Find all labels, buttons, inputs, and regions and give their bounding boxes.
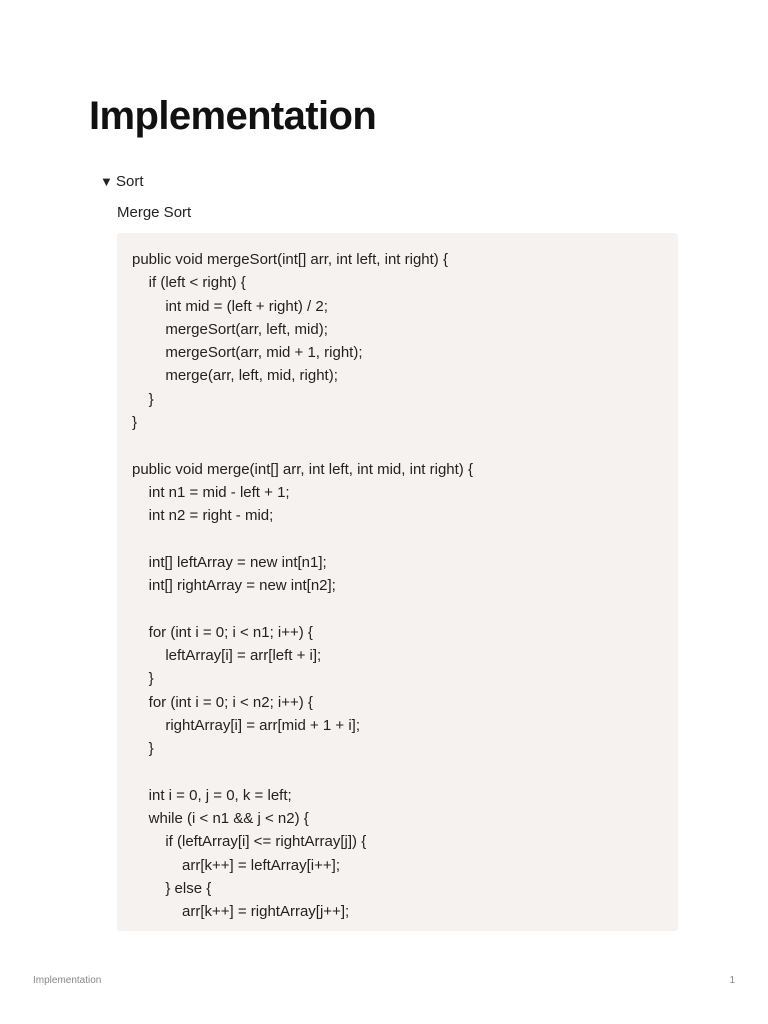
code-line: if (left < right) { bbox=[132, 274, 246, 292]
code-line: public void mergeSort(int[] arr, int left, int right) { bbox=[132, 251, 448, 268]
code-line: } bbox=[132, 390, 154, 408]
code-line bbox=[132, 528, 678, 551]
code-line: int mid = (left + right) / 2; bbox=[132, 297, 328, 315]
code-line: merge(arr, left, mid, right); bbox=[132, 367, 338, 385]
footer-doc-title: Implementation bbox=[33, 975, 102, 986]
toggle-label: Sort bbox=[116, 173, 144, 190]
footer-page-number: 1 bbox=[729, 975, 735, 986]
code-line: mergeSort(arr, left, mid); bbox=[132, 320, 328, 338]
code-line bbox=[132, 597, 678, 620]
code-line: } bbox=[132, 670, 154, 688]
triangle-down-icon[interactable]: ▼ bbox=[100, 174, 113, 189]
code-line: leftArray[i] = arr[left + i]; bbox=[132, 647, 322, 665]
code-line: } else { bbox=[132, 880, 212, 898]
code-line: mergeSort(arr, mid + 1, right); bbox=[132, 344, 363, 362]
code-line: int[] leftArray = new int[n1]; bbox=[132, 553, 327, 571]
code-line: while (i < n1 && j < n2) { bbox=[132, 810, 309, 828]
code-line: } bbox=[132, 740, 154, 758]
code-line: int n1 = mid - left + 1; bbox=[132, 483, 290, 501]
code-line: if (leftArray[i] <= rightArray[j]) { bbox=[132, 833, 367, 851]
code-line: } bbox=[132, 414, 138, 432]
code-line: int i = 0, j = 0, k = left; bbox=[132, 786, 292, 804]
code-block bbox=[117, 233, 678, 931]
code-line: arr[k++] = rightArray[j++]; bbox=[132, 903, 350, 921]
code-line: int[] rightArray = new int[n2]; bbox=[132, 577, 336, 595]
code-line: int n2 = right - mid; bbox=[132, 507, 274, 525]
code-line bbox=[132, 434, 678, 457]
code-line: arr[k++] = leftArray[i++]; bbox=[132, 856, 340, 874]
section-title: Merge Sort bbox=[117, 204, 192, 221]
code-line: for (int i = 0; i < n1; i++) { bbox=[132, 623, 313, 641]
page-title: Implementation bbox=[89, 94, 377, 138]
code-line: rightArray[i] = arr[mid + 1 + i]; bbox=[132, 716, 360, 734]
code-line: for (int i = 0; i < n2; i++) { bbox=[132, 693, 313, 711]
code-line: public void merge(int[] arr, int left, int mid, int right) { bbox=[132, 460, 473, 478]
code-line bbox=[132, 761, 678, 784]
toggle-sort[interactable] bbox=[100, 171, 144, 193]
